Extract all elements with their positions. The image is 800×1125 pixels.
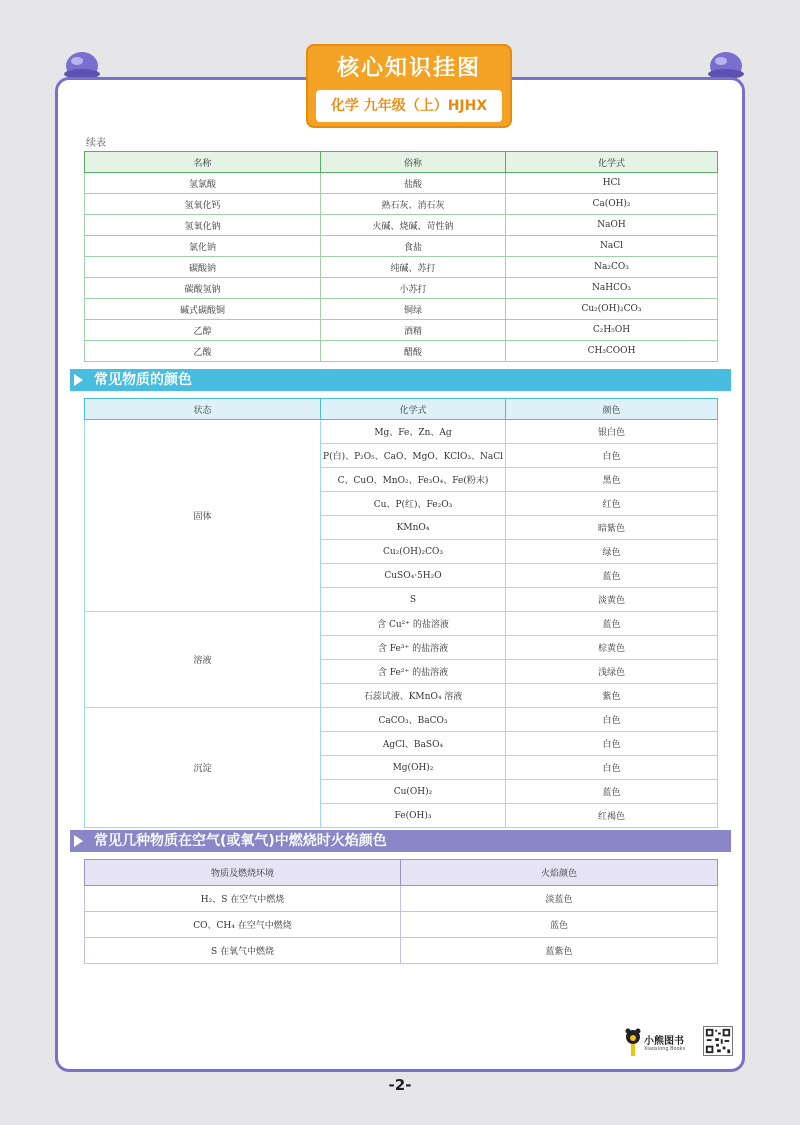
cell: S 在氧气中燃烧 [85, 938, 401, 964]
cell: NaHCO₃ [506, 278, 718, 299]
table-row [85, 938, 718, 964]
cell: Na₂CO₃ [506, 257, 718, 278]
section-title: 常见几种物质在空气(或氧气)中燃烧时火焰颜色 [94, 833, 387, 849]
cell: 暗紫色 [506, 516, 718, 540]
table-row [85, 257, 718, 278]
state-cell: 固体 [85, 420, 321, 612]
cell: 白色 [506, 444, 718, 468]
cell: 浅绿色 [506, 660, 718, 684]
section-title: 常见物质的颜色 [94, 372, 192, 388]
cell: 蓝色 [401, 912, 718, 938]
table-row [85, 278, 718, 299]
cell: CH₃COOH [506, 341, 718, 362]
table-row [85, 299, 718, 320]
qr-code-icon [703, 1026, 733, 1056]
column-header: 火焰颜色 [401, 860, 718, 886]
table-row [85, 320, 718, 341]
cell: Fe(OH)₃ [321, 804, 506, 828]
cell: Cu、P(红)、Fe₂O₃ [321, 492, 506, 516]
colors-table [84, 398, 718, 828]
cell: P(白)、P₂O₅、CaO、MgO、KClO₃、NaCl [321, 444, 506, 468]
cell: 氢氯酸 [85, 173, 321, 194]
cell: 乙醇 [85, 320, 321, 341]
play-icon [70, 830, 88, 852]
cell: 食盐 [321, 236, 506, 257]
cell: 碱式碳酸铜 [85, 299, 321, 320]
cell: Ca(OH)₂ [506, 194, 718, 215]
cell: 白色 [506, 732, 718, 756]
cell: 氢氧化钙 [85, 194, 321, 215]
cell: 绿色 [506, 540, 718, 564]
column-header: 俗称 [321, 152, 506, 173]
column-header: 化学式 [321, 399, 506, 420]
cell: CO、CH₄ 在空气中燃烧 [85, 912, 401, 938]
column-header: 状态 [85, 399, 321, 420]
cell: 白色 [506, 756, 718, 780]
cell: CaCO₃、BaCO₃ [321, 708, 506, 732]
page-number: -2- [388, 1076, 412, 1094]
cell: C、CuO、MnO₂、Fe₃O₄、Fe(粉末) [321, 468, 506, 492]
cell: S [321, 588, 506, 612]
cell: 含 Cu²⁺ 的盐溶液 [321, 612, 506, 636]
cell: Mg(OH)₂ [321, 756, 506, 780]
cell: 白色 [506, 708, 718, 732]
table-row [85, 341, 718, 362]
table-caption: 续表 [86, 138, 106, 149]
section-header-flames [70, 830, 731, 852]
cell: 棕黄色 [506, 636, 718, 660]
cell: 蓝色 [506, 612, 718, 636]
flame-table [84, 859, 718, 964]
cell: Cu₂(OH)₂CO₃ [506, 299, 718, 320]
cell: 碳酸氢钠 [85, 278, 321, 299]
state-cell: 沉淀 [85, 708, 321, 828]
cell: HCl [506, 173, 718, 194]
cell: AgCl、BaSO₄ [321, 732, 506, 756]
table-row [85, 612, 718, 636]
column-header: 颜色 [506, 399, 718, 420]
cell: 含 Fe³⁺ 的盐溶液 [321, 636, 506, 660]
cell: H₂、S 在空气中燃烧 [85, 886, 401, 912]
brand-logo [624, 1028, 696, 1058]
cell: 紫色 [506, 684, 718, 708]
cell: C₂H₅OH [506, 320, 718, 341]
cell: 纯碱、苏打 [321, 257, 506, 278]
column-header: 名称 [85, 152, 321, 173]
cell: 蓝色 [506, 780, 718, 804]
cell: KMnO₄ [321, 516, 506, 540]
cell: 氯化钠 [85, 236, 321, 257]
cell: 氢氧化钠 [85, 215, 321, 236]
table-row [85, 194, 718, 215]
cell: Cu(OH)₂ [321, 780, 506, 804]
cell: 含 Fe²⁺ 的盐溶液 [321, 660, 506, 684]
cell: 酒精 [321, 320, 506, 341]
bear-icon [624, 1028, 642, 1058]
table-row [85, 173, 718, 194]
cell: NaOH [506, 215, 718, 236]
cell: 醋酸 [321, 341, 506, 362]
cell: 蓝色 [506, 564, 718, 588]
cell: 蓝紫色 [401, 938, 718, 964]
cell: 碳酸钠 [85, 257, 321, 278]
cell: 盐酸 [321, 173, 506, 194]
column-header: 化学式 [506, 152, 718, 173]
table-row [85, 912, 718, 938]
cell: 黑色 [506, 468, 718, 492]
state-cell: 溶液 [85, 612, 321, 708]
cell: 银白色 [506, 420, 718, 444]
names-table [84, 151, 718, 362]
page-subtitle: 化学 九年级（上）HJHX [316, 90, 502, 122]
brand-subtitle: Xiaoxiong Books [644, 1046, 686, 1052]
cell: 乙酸 [85, 341, 321, 362]
cell: 小苏打 [321, 278, 506, 299]
cell: Cu₂(OH)₂CO₃ [321, 540, 506, 564]
page-title: 核心知识挂图 [336, 56, 481, 81]
cell: Mg、Fe、Zn、Ag [321, 420, 506, 444]
table-row [85, 708, 718, 732]
brand-name: 小熊图书 [644, 1036, 684, 1047]
cell: 铜绿 [321, 299, 506, 320]
table-row [85, 420, 718, 444]
cell: 熟石灰、消石灰 [321, 194, 506, 215]
cell: 红色 [506, 492, 718, 516]
cell: 淡黄色 [506, 588, 718, 612]
section-header-colors [70, 369, 731, 391]
table-row [85, 236, 718, 257]
column-header: 物质及燃烧环境 [85, 860, 401, 886]
cell: NaCl [506, 236, 718, 257]
play-icon [70, 369, 88, 391]
table-row [85, 215, 718, 236]
title-banner [306, 44, 512, 128]
cell: 火碱、烧碱、苛性钠 [321, 215, 506, 236]
cell: 淡蓝色 [401, 886, 718, 912]
cell: 石蕊试液、KMnO₄ 溶液 [321, 684, 506, 708]
table-row [85, 886, 718, 912]
cell: 红褐色 [506, 804, 718, 828]
cell: CuSO₄·5H₂O [321, 564, 506, 588]
